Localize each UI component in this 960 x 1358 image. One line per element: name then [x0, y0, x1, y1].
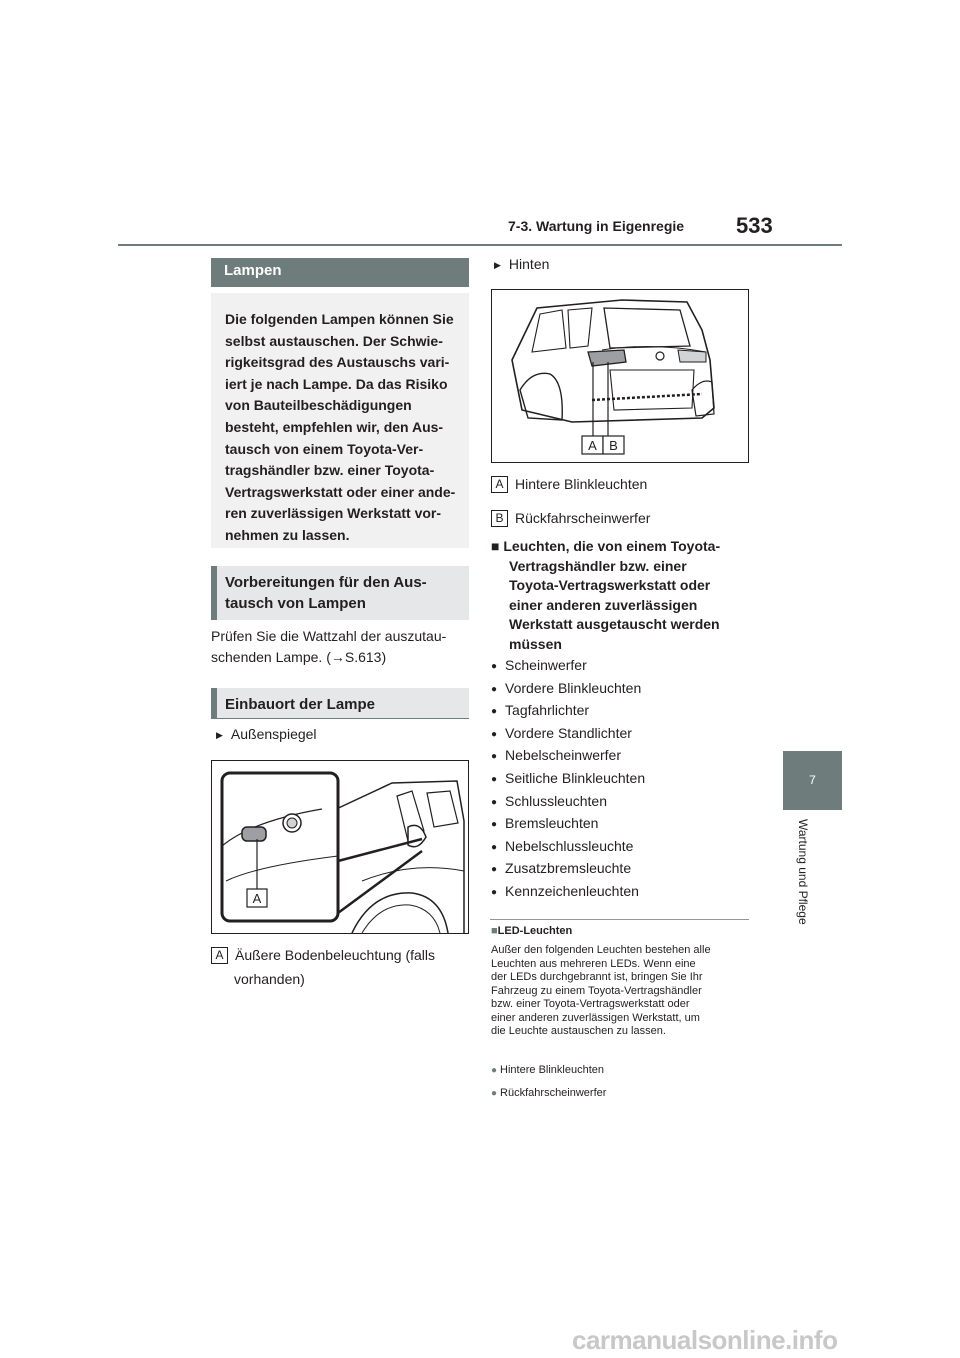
location-heading: Einbauort der Lampe	[211, 688, 469, 719]
mirror-caption	[211, 943, 469, 991]
dealer-heading-line: Toyota-Vertragswerkstatt oder	[509, 577, 711, 593]
intro-line: iert je nach Lampe. Da das Risiko	[225, 375, 448, 392]
led-item: ● Hintere Blinkleuchten	[491, 1064, 604, 1076]
section-title: 7-3. Wartung in Eigenregie	[508, 218, 685, 234]
prep-heading-line: tausch von Lampen	[225, 595, 366, 612]
prep-heading	[211, 566, 469, 620]
rear-label: ▶ Hinten	[494, 254, 549, 277]
led-item: ● Rückfahrscheinwerfer	[491, 1087, 606, 1099]
led-title	[491, 925, 572, 937]
intro-line: Die folgenden Lampen können Sie	[225, 311, 454, 327]
prep-text-line: Prüfen Sie die Wattzahl der auszutau-	[211, 628, 447, 644]
dealer-heading-line: einer anderen zuverlässigen	[509, 596, 698, 613]
led-text	[491, 944, 753, 1039]
figure-letter-a: A	[588, 438, 597, 453]
intro-line: tausch von einem Toyota-Ver-	[225, 440, 424, 457]
mirror-figure	[211, 760, 469, 934]
caption-line: vorhanden)	[234, 971, 305, 987]
note-divider	[490, 919, 749, 920]
led-title-text: LED-Leuchten	[497, 925, 573, 937]
list-item: ● Seitliche Blinkleuchten	[491, 767, 749, 790]
prep-text	[211, 626, 469, 668]
intro-line: von Bauteilbeschädigungen	[225, 397, 412, 414]
intro-line: rigkeitsgrad des Austauschs vari-	[225, 354, 450, 371]
caption-letter: A	[491, 476, 508, 493]
mirror-label: ▶ Außenspiegel	[216, 724, 317, 747]
header-rule	[118, 244, 842, 246]
list-item: ● Bremsleuchten	[491, 812, 749, 835]
intro-line: besteht, empfehlen wir, den Aus-	[225, 418, 444, 435]
list-item: ● Scheinwerfer	[491, 654, 749, 677]
caption-text: Rückfahrscheinwerfer	[515, 510, 651, 526]
list-item: ● Vordere Blinkleuchten	[491, 677, 749, 700]
caption-letter: B	[491, 510, 508, 527]
list-item: ● Nebelschlussleuchte	[491, 835, 749, 858]
watermark: carmanualsonline.info	[572, 1325, 838, 1355]
chapter-tab[interactable]: 7	[783, 751, 842, 810]
led-line: Leuchten aus mehreren LEDs. Wenn eine	[491, 957, 696, 970]
prep-heading-line: Vorbereitungen für den Aus-	[225, 574, 427, 591]
page-number: 533	[736, 213, 773, 238]
intro-line: nehmen zu lassen.	[225, 526, 350, 543]
rear-figure	[491, 289, 749, 463]
dealer-heading-line: Werkstatt ausgetauscht werden	[509, 616, 720, 632]
prep-text-line[interactable]: schenden Lampe. (→S.613)	[211, 649, 387, 665]
chapter-label: Wartung und Pflege	[796, 819, 810, 925]
rear-caption-b	[491, 508, 650, 529]
figure-letter-b: B	[609, 438, 618, 453]
dealer-heading-line: Vertragshändler bzw. einer	[509, 557, 687, 574]
rear-illustration	[492, 290, 748, 462]
led-line: Fahrzeug zu einem Toyota-Vertragshändler	[491, 984, 702, 997]
list-item: ● Nebelscheinwerfer	[491, 744, 749, 767]
dealer-list	[491, 654, 749, 903]
intro-line: ren zuverlässigen Werkstatt vor-	[225, 505, 442, 522]
intro-line: selbst austauschen. Der Schwie-	[225, 332, 443, 349]
led-line: der LEDs durchgebrannt ist, bringen Sie Ihr	[491, 971, 703, 983]
led-line: einer anderen zuverlässigen Werkstatt, um	[491, 1011, 700, 1024]
rear-caption-a	[491, 474, 647, 495]
square-marker: ■	[491, 925, 498, 937]
intro-line: tragshändler bzw. einer Toyota-	[225, 462, 435, 479]
intro-box	[211, 293, 469, 548]
dealer-heading-line: müssen	[509, 635, 562, 652]
list-item: ● Vordere Standlichter	[491, 722, 749, 745]
dealer-heading	[491, 537, 749, 654]
list-item: ● Tagfahrlichter	[491, 699, 749, 722]
mirror-illustration	[212, 761, 468, 933]
led-line: die Leuchte austauschen zu lassen.	[491, 1025, 666, 1037]
caption-letter: A	[211, 947, 228, 964]
dealer-heading-line: Leuchten, die von einem Toyota-	[503, 538, 721, 554]
lampen-heading: Lampen	[211, 258, 469, 287]
led-line: Außer den folgenden Leuchten bestehen alle	[491, 944, 711, 956]
led-line: bzw. einer Toyota-Vertragswerkstatt oder	[491, 998, 690, 1010]
list-item: ● Schlussleuchten	[491, 790, 749, 813]
intro-line: Vertragswerkstatt oder einer ande-	[225, 483, 456, 500]
list-item: ● Zusatzbremsleuchte	[491, 857, 749, 880]
square-marker: ■	[491, 538, 500, 554]
caption-text: Hintere Blinkleuchten	[515, 476, 648, 492]
list-item: ● Kennzeichenleuchten	[491, 880, 749, 903]
caption-line: Äußere Bodenbeleuchtung (falls	[235, 947, 436, 963]
figure-letter-a: A	[252, 891, 262, 906]
